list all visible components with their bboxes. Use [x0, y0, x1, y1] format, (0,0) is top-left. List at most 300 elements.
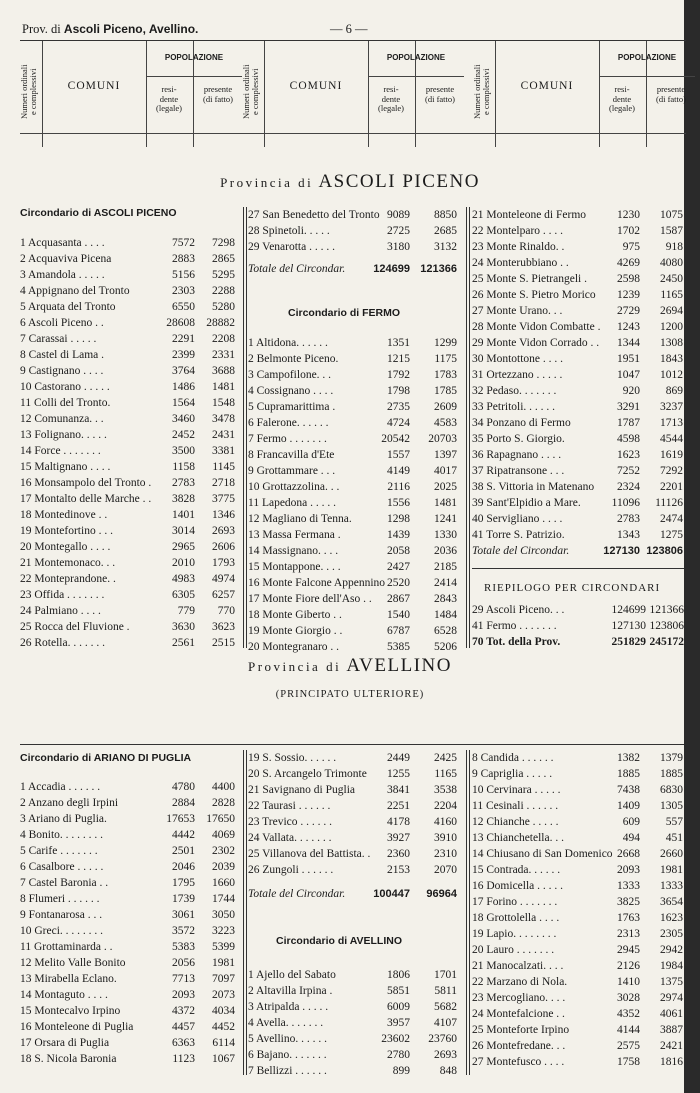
comune-name: 17 Monte Fiore dell'Aso . .	[248, 593, 372, 605]
presente-value: 1333	[660, 880, 683, 892]
presente-value: 7292	[660, 465, 683, 477]
comune-name: 13 Massa Fermana .	[248, 529, 341, 541]
residente-value: 609	[622, 816, 640, 828]
presente-value: 1984	[660, 960, 683, 972]
comune-name: 7 Bellizzi . . . . . .	[248, 1065, 327, 1077]
comune-name: 24 Palmiano . . . .	[20, 605, 101, 617]
comune-name: 11 Grottaminarda . .	[20, 941, 113, 953]
riepilogo-residente: 127130	[611, 620, 646, 632]
province-title-name: AVELLINO	[346, 655, 452, 676]
presente-value: 2185	[434, 561, 457, 573]
presente-value: 918	[665, 241, 683, 253]
presente-value: 1619	[660, 449, 683, 461]
total-presente: 123806	[646, 545, 683, 557]
header-column-rule	[146, 41, 147, 147]
presente-value: 28882	[206, 317, 235, 329]
presente-value: 2201	[660, 481, 683, 493]
header-numeri-ordinali: Numeri ordinali e complessivi	[19, 64, 38, 120]
table-row	[20, 235, 238, 251]
comune-name: 8 Candida . . . . . .	[472, 752, 554, 764]
table-row	[472, 878, 682, 894]
presente-value: 17650	[206, 813, 235, 825]
comune-name: 11 Lapedona . . . . .	[248, 497, 337, 509]
table-row	[248, 1047, 458, 1063]
residente-value: 2116	[387, 481, 410, 493]
table-row	[248, 967, 458, 983]
comune-name: 12 Magliano di Tenna.	[248, 513, 352, 525]
comune-name: 4 Bonito. . . . . . . .	[20, 829, 104, 841]
table-row	[20, 251, 238, 267]
comune-name: 20 S. Arcangelo Trimonte	[248, 768, 367, 780]
comune-name: 22 Monteprandone. .	[20, 573, 116, 585]
comune-name: 29 Monte Vidon Corrado . .	[472, 337, 600, 349]
comune-name: 16 Monsampolo del Tronto .	[20, 477, 152, 489]
table-row	[472, 399, 682, 415]
residente-value: 3957	[387, 1017, 410, 1029]
residente-value: 1623	[617, 449, 640, 461]
circondario-heading: Circondario di AVELLINO	[276, 935, 403, 947]
total-label: Totale del Circondar.	[248, 888, 346, 900]
table-row	[20, 603, 238, 619]
circondario-heading: Circondario di ASCOLI PICENO	[20, 207, 177, 219]
table-row	[20, 1051, 238, 1067]
presente-value: 2474	[660, 513, 683, 525]
table-row	[20, 411, 238, 427]
comune-name: 21 Monteleone di Fermo	[472, 209, 587, 221]
comune-name: 5 Arquata del Tronto	[20, 301, 116, 313]
riepilogo-residente: 251829	[611, 636, 646, 648]
presente-value: 1305	[660, 800, 683, 812]
running-head-provinces: Ascoli Piceno, Avellino.	[63, 22, 199, 36]
province-title-ascoli	[0, 171, 700, 193]
presente-value: 2070	[434, 864, 457, 876]
presente-value: 5682	[434, 1001, 457, 1013]
table-row	[248, 383, 458, 399]
presente-value: 2425	[434, 752, 457, 764]
residente-value: 9089	[387, 209, 410, 221]
residente-value: 2783	[617, 513, 640, 525]
table-row	[248, 335, 458, 351]
table-row	[248, 999, 458, 1015]
presente-value: 2204	[434, 800, 457, 812]
presente-value: 5280	[212, 301, 235, 313]
comune-name: 25 Rocca del Fluvione .	[20, 621, 130, 633]
residente-value: 6363	[172, 1037, 195, 1049]
presente-value: 3775	[212, 493, 235, 505]
residente-value: 1951	[617, 353, 640, 365]
presente-value: 4080	[660, 257, 683, 269]
riepilogo-label: 29 Ascoli Piceno. . .	[472, 604, 565, 616]
residente-value: 20542	[381, 433, 410, 445]
residente-value: 1351	[387, 337, 410, 349]
residente-value: 2452	[172, 429, 195, 441]
comune-name: 2 Acquaviva Picena	[20, 253, 112, 265]
presente-value: 1175	[434, 353, 457, 365]
presente-value: 1241	[434, 513, 457, 525]
residente-value: 3841	[387, 784, 410, 796]
comune-name: 29 Venarotta . . . . .	[248, 241, 335, 253]
presente-value: 11126	[655, 497, 683, 509]
table-row	[20, 1019, 238, 1035]
residente-value: 4442	[172, 829, 195, 841]
table-row	[472, 782, 682, 798]
presente-value: 2208	[212, 333, 235, 345]
table-row	[472, 1022, 682, 1038]
table-row	[248, 447, 458, 463]
comune-name: 9 Grottammare . . .	[248, 465, 336, 477]
presente-value: 5206	[434, 641, 457, 653]
table-row	[472, 1054, 682, 1070]
residente-value: 2313	[617, 928, 640, 940]
residente-value: 2735	[387, 401, 410, 413]
comune-name: 18 S. Nicola Baronia	[20, 1053, 117, 1065]
table-row	[472, 351, 682, 367]
residente-value: 4352	[617, 1008, 640, 1020]
header-subrule	[599, 76, 695, 77]
presente-value: 2685	[434, 225, 457, 237]
table-row	[20, 987, 238, 1003]
residente-value: 1343	[617, 529, 640, 541]
table-row	[20, 827, 238, 843]
comune-name: 16 Domicella . . . . .	[472, 880, 564, 892]
residente-value: 1556	[387, 497, 410, 509]
table-row	[472, 303, 682, 319]
presente-value: 8850	[434, 209, 457, 221]
table-row	[472, 463, 682, 479]
residente-value: 2668	[617, 848, 640, 860]
comune-name: 11 Cesinali . . . . . .	[472, 800, 559, 812]
header-subrule	[368, 76, 464, 77]
header-column-rule	[599, 41, 600, 147]
residente-value: 2561	[172, 637, 195, 649]
comune-name: 15 Montecalvo Irpino	[20, 1005, 121, 1017]
presente-value: 1375	[660, 976, 683, 988]
comune-name: 4 Cossignano . . . .	[248, 385, 334, 397]
presente-value: 4400	[212, 781, 235, 793]
residente-value: 2575	[617, 1040, 640, 1052]
presente-value: 1981	[212, 957, 235, 969]
comune-name: 25 Monte S. Pietrangeli .	[472, 273, 587, 285]
riepilogo-title: RIEPILOGO PER CIRCONDARI	[484, 582, 661, 594]
total-presente: 121366	[420, 263, 457, 275]
comune-name: 9 Fontanarosa . . .	[20, 909, 103, 921]
header-presente: presente (di fatto)	[203, 84, 233, 104]
table-row	[472, 495, 682, 511]
residente-value: 4144	[617, 1024, 640, 1036]
comune-name: 28 Monte Vidon Combatte .	[472, 321, 601, 333]
comune-name: 17 Orsara di Puglia	[20, 1037, 110, 1049]
residente-value: 1486	[172, 381, 195, 393]
table-row	[20, 891, 238, 907]
presente-value: 2693	[434, 1049, 457, 1061]
table-row	[20, 859, 238, 875]
comune-name: 1 Accadia . . . . . .	[20, 781, 101, 793]
presente-value: 1843	[660, 353, 683, 365]
comune-name: 2 Altavilla Irpina .	[248, 985, 333, 997]
presente-value: 2694	[660, 305, 683, 317]
presente-value: 1165	[660, 289, 683, 301]
comune-name: 5 Cupramarittima .	[248, 401, 336, 413]
table-row	[20, 347, 238, 363]
table-row	[20, 267, 238, 283]
comune-name: 1 Acquasanta . . . .	[20, 237, 105, 249]
comune-name: 10 Cervinara . . . . .	[472, 784, 561, 796]
province-title-name: ASCOLI PICENO	[318, 171, 480, 192]
table-row	[248, 830, 458, 846]
table-row	[248, 351, 458, 367]
residente-value: 1702	[617, 225, 640, 237]
residente-value: 3061	[172, 909, 195, 921]
residente-value: 4724	[387, 417, 410, 429]
header-block	[242, 41, 464, 147]
residente-value: 2884	[172, 797, 195, 809]
residente-value: 2093	[617, 864, 640, 876]
comune-name: 30 Montottone . . . .	[472, 353, 564, 365]
table-row	[472, 287, 682, 303]
comune-name: 41 Torre S. Patrizio.	[472, 529, 565, 541]
residente-value: 2126	[617, 960, 640, 972]
column-rule	[243, 750, 244, 1075]
table-row	[20, 795, 238, 811]
presente-value: 2974	[660, 992, 683, 1004]
comune-name: 3 Campofilone. . .	[248, 369, 332, 381]
residente-value: 6550	[172, 301, 195, 313]
table-row	[20, 491, 238, 507]
residente-value: 1255	[387, 768, 410, 780]
presente-value: 2828	[212, 797, 235, 809]
presente-value: 770	[217, 605, 235, 617]
table-row	[248, 575, 458, 591]
presente-value: 1981	[660, 864, 683, 876]
residente-value: 1410	[617, 976, 640, 988]
presente-value: 3538	[434, 784, 457, 796]
presente-value: 1885	[660, 768, 683, 780]
residente-value: 3460	[172, 413, 195, 425]
header-column-rule	[646, 41, 647, 147]
residente-value: 1333	[617, 880, 640, 892]
presente-value: 4069	[212, 829, 235, 841]
presente-value: 4452	[212, 1021, 235, 1033]
table-row	[20, 331, 238, 347]
table-row	[248, 415, 458, 431]
table-row	[20, 811, 238, 827]
table-row	[472, 910, 682, 926]
comune-name: 27 San Benedetto del Tronto	[248, 209, 380, 221]
presente-value: 2288	[212, 285, 235, 297]
comune-name: 25 Monteforte Irpino	[472, 1024, 570, 1036]
residente-value: 5383	[172, 941, 195, 953]
residente-value: 1344	[617, 337, 640, 349]
presente-value: 1816	[660, 1056, 683, 1068]
presente-value: 4583	[434, 417, 457, 429]
column-rule	[246, 207, 247, 648]
header-numeri-ordinali: Numeri ordinali e complessivi	[241, 64, 260, 120]
presente-value: 1481	[434, 497, 457, 509]
presente-value: 1067	[212, 1053, 235, 1065]
residente-value: 1787	[617, 417, 640, 429]
comune-name: 12 Chianche . . . . .	[472, 816, 559, 828]
residente-value: 1239	[617, 289, 640, 301]
comune-name: 6 Bajano. . . . . . .	[248, 1049, 327, 1061]
presente-value: 6114	[212, 1037, 235, 1049]
comune-name: 6 Falerone. . . . . .	[248, 417, 329, 429]
table-row	[472, 255, 682, 271]
province-title-prefix: Provincia di	[248, 659, 342, 674]
header-popolazione: POPOLAZIONE	[617, 53, 677, 62]
comune-name: 18 Montedinove . .	[20, 509, 108, 521]
table-row	[20, 555, 238, 571]
presente-value: 2718	[212, 477, 235, 489]
presente-value: 1346	[212, 509, 235, 521]
presente-value: 1481	[212, 381, 235, 393]
comune-name: 14 Force . . . . . . .	[20, 445, 101, 457]
table-row	[248, 639, 458, 655]
table-row	[248, 1031, 458, 1047]
comune-name: 14 Chiusano di San Domenico	[472, 848, 613, 860]
province-title-prefix: Provincia di	[220, 175, 314, 190]
table-row	[248, 527, 458, 543]
presente-value: 3887	[660, 1024, 683, 1036]
table-row	[248, 591, 458, 607]
residente-value: 6009	[387, 1001, 410, 1013]
residente-value: 4149	[387, 465, 410, 477]
comune-name: 25 Villanova del Battista. .	[248, 848, 371, 860]
comune-name: 21 Savignano di Puglia	[248, 784, 356, 796]
residente-value: 899	[392, 1065, 410, 1077]
comune-name: 6 Ascoli Piceno . .	[20, 317, 104, 329]
presente-value: 2515	[212, 637, 235, 649]
residente-value: 2399	[172, 349, 195, 361]
residente-value: 1123	[172, 1053, 195, 1065]
comune-name: 3 Amandola . . . . .	[20, 269, 105, 281]
table-row	[472, 766, 682, 782]
comune-name: 28 Spinetoli. . . . .	[248, 225, 330, 237]
header-comuni: COMUNI	[67, 80, 121, 92]
header-popolazione: POPOLAZIONE	[164, 53, 224, 62]
comune-name: 26 Rotella. . . . . . .	[20, 637, 105, 649]
residente-value: 7572	[172, 237, 195, 249]
presente-value: 5399	[212, 941, 235, 953]
circondario-heading: Circondario di FERMO	[288, 307, 401, 319]
comune-name: 20 Lauro . . . . . . .	[472, 944, 555, 956]
comune-name: 22 Taurasi . . . . . .	[248, 800, 331, 812]
circondario-heading: Circondario di ARIANO DI PUGLIA	[20, 752, 192, 764]
table-row	[472, 335, 682, 351]
table-header	[20, 40, 686, 147]
comune-name: 10 Greci. . . . . . . .	[20, 925, 104, 937]
comune-name: 1 Altidona. . . . . .	[248, 337, 328, 349]
residente-value: 1739	[172, 893, 195, 905]
table-row	[20, 1003, 238, 1019]
comune-name: 35 Porto S. Giorgio.	[472, 433, 565, 445]
presente-value: 1275	[660, 529, 683, 541]
presente-value: 1484	[434, 609, 457, 621]
comune-name: 20 Montegallo . . . .	[20, 541, 111, 553]
table-row	[20, 523, 238, 539]
running-head	[22, 22, 198, 37]
table-row	[472, 894, 682, 910]
column-rule	[469, 750, 470, 1075]
presente-value: 3623	[212, 621, 235, 633]
province-title-avellino	[0, 655, 700, 677]
table-row	[20, 475, 238, 491]
comune-name: 15 Montappone. . . .	[248, 561, 341, 573]
comune-name: 7 Fermo . . . . . . .	[248, 433, 327, 445]
presente-value: 3132	[434, 241, 457, 253]
table-row	[248, 207, 458, 223]
table-row	[20, 635, 238, 651]
presente-value: 2843	[434, 593, 457, 605]
comune-name: 17 Montalto delle Marche . .	[20, 493, 152, 505]
comune-name: 26 Monte S. Pietro Morico	[472, 289, 596, 301]
residente-value: 4598	[617, 433, 640, 445]
comune-name: 16 Monteleone di Puglia	[20, 1021, 134, 1033]
residente-value: 2291	[172, 333, 195, 345]
presente-value: 7298	[212, 237, 235, 249]
comune-name: 14 Montaguto . . . .	[20, 989, 108, 1001]
table-row	[472, 431, 682, 447]
header-popolazione: POPOLAZIONE	[386, 53, 446, 62]
residente-value: 7438	[617, 784, 640, 796]
presente-value: 2450	[660, 273, 683, 285]
residente-value: 2010	[172, 557, 195, 569]
residente-value: 1564	[172, 397, 195, 409]
residente-value: 7713	[172, 973, 195, 985]
comune-name: 7 Carassai . . . . .	[20, 333, 97, 345]
table-row	[248, 862, 458, 878]
residente-value: 5385	[387, 641, 410, 653]
residente-value: 2251	[387, 800, 410, 812]
column-rule	[466, 207, 467, 648]
presente-value: 3654	[660, 896, 683, 908]
comune-name: 34 Ponzano di Fermo	[472, 417, 571, 429]
comune-name: 24 Monterubbiano . .	[472, 257, 569, 269]
presente-value: 1783	[434, 369, 457, 381]
table-row	[472, 479, 682, 495]
presente-value: 6257	[212, 589, 235, 601]
header-numeri-ordinali: Numeri ordinali e complessivi	[472, 64, 491, 120]
presente-value: 20703	[428, 433, 457, 445]
table-row	[472, 527, 682, 543]
residente-value: 2965	[172, 541, 195, 553]
residente-value: 2883	[172, 253, 195, 265]
table-row	[472, 862, 682, 878]
comune-name: 27 Montefusco . . . .	[472, 1056, 565, 1068]
table-row	[20, 939, 238, 955]
residente-value: 1758	[617, 1056, 640, 1068]
header-subrule	[146, 76, 242, 77]
total-presente: 96964	[426, 888, 457, 900]
presente-value: 2660	[660, 848, 683, 860]
presente-value: 3910	[434, 832, 457, 844]
presente-value: 1330	[434, 529, 457, 541]
presente-value: 1587	[660, 225, 683, 237]
table-row	[248, 367, 458, 383]
presente-value: 2942	[660, 944, 683, 956]
header-column-rule	[495, 41, 496, 147]
residente-value: 2867	[387, 593, 410, 605]
riepilogo-residente: 124699	[611, 604, 646, 616]
table-row	[20, 1035, 238, 1051]
total-label: Totale del Circondar.	[248, 263, 346, 275]
residente-value: 2056	[172, 957, 195, 969]
header-column-rule	[415, 41, 416, 147]
table-row	[248, 798, 458, 814]
column-rule	[469, 207, 470, 648]
presente-value: 3381	[212, 445, 235, 457]
table-row	[248, 511, 458, 527]
table-row	[248, 1063, 458, 1079]
